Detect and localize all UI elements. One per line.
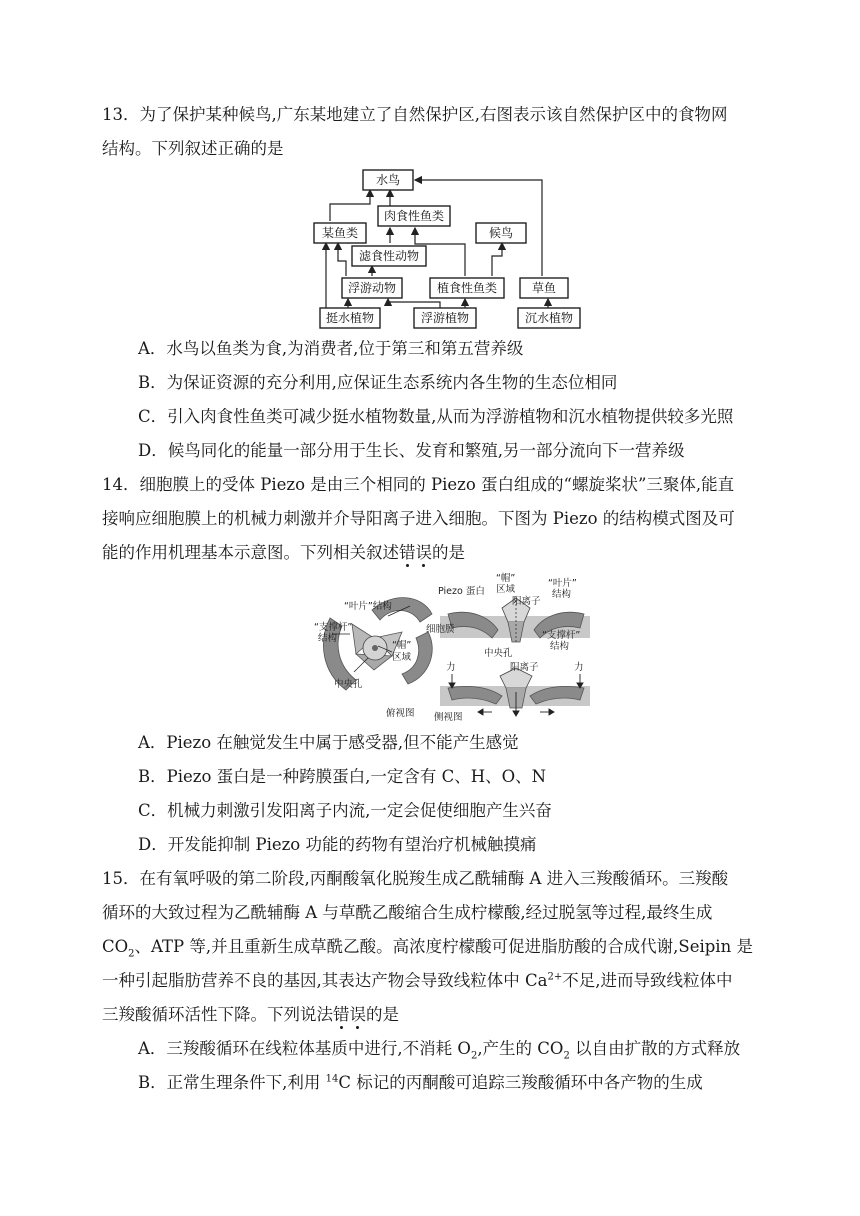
label-top-strut: “支撑杆” xyxy=(314,622,353,633)
label-side-cap: “帽” xyxy=(496,573,516,584)
q14-option-b: B．Piezo 蛋白是一种跨膜蛋白,一定含有 C、H、O、N xyxy=(138,767,547,786)
food-web-node-shuiniao xyxy=(363,170,413,190)
q14-option-a: A．Piezo 在触觉发生中属于感受器,但不能产生感觉 xyxy=(138,733,519,752)
svg-text:水鸟: 水鸟 xyxy=(375,173,401,187)
label-top-strut2: 结构 xyxy=(318,633,338,644)
svg-text:某鱼类: 某鱼类 xyxy=(321,226,359,240)
food-web-node-zhishi xyxy=(430,278,504,298)
label-side-protein: Piezo 蛋白 xyxy=(438,586,485,597)
label-side-blade2: 结构 xyxy=(552,589,572,600)
label-side-cation1: 阳离子 xyxy=(512,596,541,607)
q15-option-b: B．正常生理条件下,利用 $^{14}$C 标记的丙酮酸可追踪三羧酸循环中各产物的生成 xyxy=(138,1073,703,1092)
svg-text:沉水植物: 沉水植物 xyxy=(524,311,574,325)
emphasis-char: 误 xyxy=(415,543,432,562)
q15-stem-line5: 三羧酸循环活性下降。下列说法错误的是 xyxy=(102,1005,399,1024)
label-side-strut: “支撑杆” xyxy=(542,630,581,641)
q13-option-d: D．候鸟同化的能量一部分用于生长、发育和繁殖,另一部分流向下一营养级 xyxy=(138,441,685,460)
label-top-blade: “叶片”结构 xyxy=(344,601,392,612)
q14-option-c: C．机械力刺激引发阳离子内流,一定会促使细胞产生兴奋 xyxy=(138,801,552,820)
label-top-cap2: 区域 xyxy=(392,652,412,663)
emphasis-char: 误 xyxy=(349,1005,366,1024)
svg-text:挺水植物: 挺水植物 xyxy=(325,311,375,325)
svg-text:植食性鱼类: 植食性鱼类 xyxy=(436,281,498,295)
q13-option-b: B．为保证资源的充分利用,应保证生态系统内各生物的生态位相同 xyxy=(138,373,618,392)
q15-option-a: A．三羧酸循环在线粒体基质中进行,不消耗 $O_2$,产生的 $CO_2$ 以自由扩散的方式释放 xyxy=(138,1039,741,1062)
q13-stem-line2: 结构。下列叙述正确的是 xyxy=(102,139,284,158)
svg-text:滤食性动物: 滤食性动物 xyxy=(358,249,420,263)
food-web-diagram xyxy=(310,166,595,332)
emphasis-char: 错 xyxy=(399,543,416,562)
svg-text:肉食性鱼类: 肉食性鱼类 xyxy=(383,209,445,223)
q13-stem-line1: 13．为了保护某种候鸟,广东某地建立了自然保护区,右图表示该自然保护区中的食物网 xyxy=(102,105,728,124)
q14-stem-line2: 接响应细胞膜上的机械力刺激并介导阳离子进入细胞。下图为 Piezo 的结构模式图及可 xyxy=(102,509,735,528)
label-side-blade: “叶片” xyxy=(548,578,577,589)
label-side-pore: 中央孔 xyxy=(484,648,513,659)
q15-stem-line4: 一种引起脂肪营养不良的基因,其表达产物会导致线粒体中 $Ca^{2+}$不足,进而导致线粒体中 xyxy=(102,971,733,990)
food-web-node-chenshui xyxy=(518,308,580,328)
food-web-node-roushi xyxy=(378,206,450,226)
label-top-view: 俯视图 xyxy=(386,708,415,719)
svg-text:候鸟: 候鸟 xyxy=(488,226,514,240)
q15-stem-line3: $CO_2$、ATP 等,并且重新生成草酰乙酸。高浓度柠檬酸可促进脂肪酸的合成代谢,Seipin 是 xyxy=(102,937,753,960)
label-side-view: 侧视图 xyxy=(434,712,463,723)
label-side-force-right: 力 xyxy=(574,662,584,673)
food-web-node-fuyou-zhiwu xyxy=(414,308,476,328)
piezo-side-view-open xyxy=(440,668,590,716)
q15-stem-line2: 循环的大致过程为乙酰辅酶 A 与草酰乙酸缩合生成柠檬酸,经过脱氢等过程,最终生成 xyxy=(102,903,713,922)
food-web-node-houniao xyxy=(476,223,526,243)
label-side-cap2: 区域 xyxy=(496,584,516,595)
food-web-node-fuyou-dongwu xyxy=(342,278,402,298)
label-top-pore: 中央孔 xyxy=(334,679,363,690)
svg-text:浮游植物: 浮游植物 xyxy=(420,311,470,325)
food-web-node-tingshui xyxy=(320,308,380,328)
food-web-node-mouyu xyxy=(314,223,366,243)
q13-option-c: C．引入肉食性鱼类可减少挺水植物数量,从而为浮游植物和沉水植物提供较多光照 xyxy=(138,407,734,426)
label-side-force-left: 力 xyxy=(446,662,456,673)
q14-stem-line1: 14．细胞膜上的受体 Piezo 是由三个相同的 Piezo 蛋白组成的“螺旋桨状”三聚体,能直 xyxy=(102,475,735,494)
q14-stem-line3: 能的作用机理基本示意图。下列相关叙述错误的是 xyxy=(102,543,465,562)
food-web-node-caoyu xyxy=(520,278,568,298)
q15-stem-line1: 15．在有氧呼吸的第二阶段,丙酮酸氧化脱羧生成乙酰辅酶 A 进入三羧酸循环。三羧酸 xyxy=(102,869,729,888)
emphasis-char: 错 xyxy=(333,1005,350,1024)
food-web-node-lvshi xyxy=(352,246,426,266)
svg-text:浮游动物: 浮游动物 xyxy=(347,281,397,295)
q13-option-a: A．水鸟以鱼类为食,为消费者,位于第三和第五营养级 xyxy=(138,339,524,358)
piezo-diagram xyxy=(312,572,596,726)
label-side-membrane: 细胞膜 xyxy=(426,624,455,635)
label-side-cation2: 阳离子 xyxy=(510,662,539,673)
svg-text:草鱼: 草鱼 xyxy=(531,281,557,295)
label-top-cap: “帽” xyxy=(392,640,412,651)
q14-option-d: D．开发能抑制 Piezo 功能的药物有望治疗机械触摸痛 xyxy=(138,835,537,854)
label-side-strut2: 结构 xyxy=(550,641,570,652)
